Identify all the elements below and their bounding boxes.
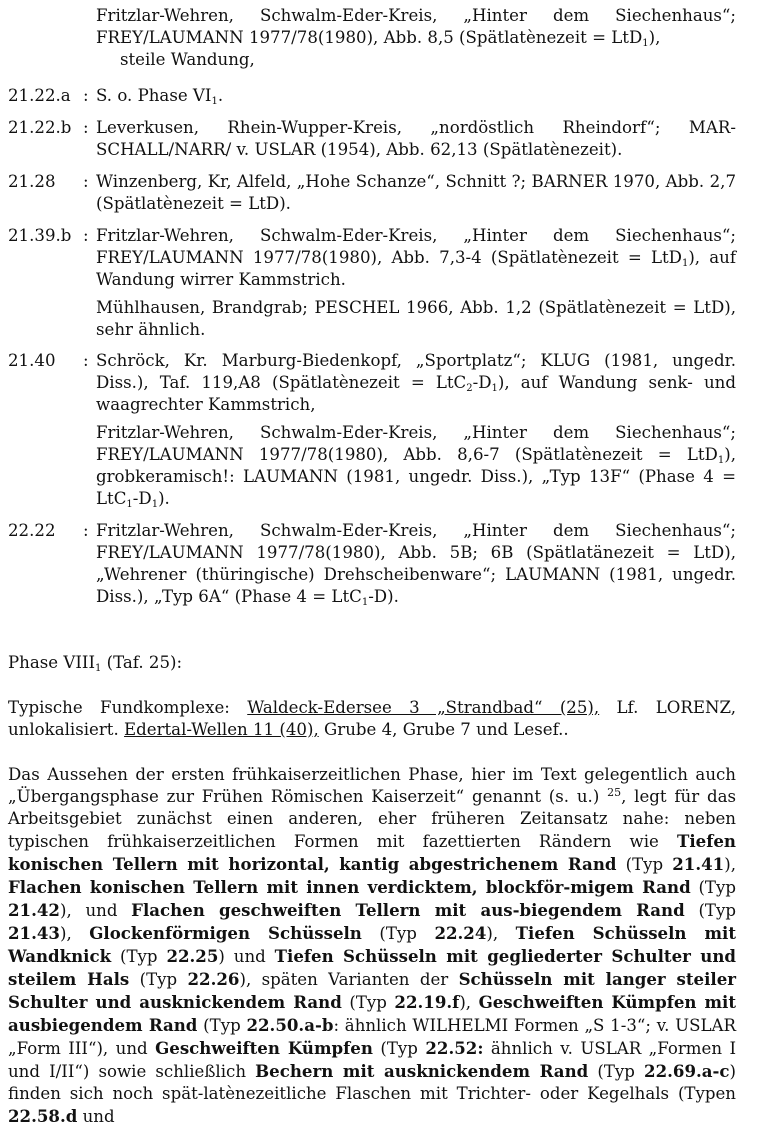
type-term: Tiefen Schüsseln mit gegliederter Schulter und steilem Hals	[8, 946, 736, 989]
type-term: Schüsseln mit langer steiler Schulter und ausknickendem Rand	[8, 969, 737, 1012]
body-text-run: (Typ	[197, 1016, 247, 1035]
entry-text: Winzenberg, Kr, Alfeld, „Hohe Schanze“, Schnitt ?; BARNER 1970, Abb. 2,7 (Spätlatènezeit = LtD).	[96, 172, 736, 213]
type-term: Tiefen konischen Tellern mit horizontal, kantig abgestrichenem Rand	[8, 831, 736, 874]
entry-number: 21.22.a	[8, 86, 71, 105]
body-text-run: ),	[459, 993, 479, 1012]
type-term: 22.69.a-c	[644, 1061, 730, 1081]
catalog-entry	[0, 350, 736, 510]
type-term: Flachen konischen Tellern mit innen verdicktem, blockför-migem Rand	[8, 877, 691, 897]
body-text-run: (Typ	[129, 970, 188, 989]
body-text-run: ) finden sich noch spät-latènezeitliche Flaschen mit Trichter- oder Kegelhals (Typen	[8, 1062, 736, 1103]
body-text-run: : ähnlich WILHELMI Formen „S 1-3“; v. USLAR „Form III“), und	[8, 1016, 737, 1058]
type-term: 21.42	[8, 900, 60, 920]
body-text-run: (Typ	[361, 924, 435, 943]
body-text-run: ), und	[59, 901, 132, 920]
body-text-run: (Typ	[372, 1039, 426, 1058]
catalog-entry	[0, 171, 736, 215]
type-term: Glockenförmigen Schüsseln	[89, 923, 362, 943]
catalog-entry	[0, 520, 736, 608]
body-text-run: (Typ	[684, 901, 736, 920]
footnote-ref: 25	[607, 786, 622, 799]
entry-number: 21.22.b	[8, 118, 72, 137]
body-text-run: (Typ	[616, 855, 673, 874]
body-text-run: ),	[59, 924, 90, 943]
entry-colon: :	[83, 86, 89, 105]
body-paragraph	[8, 764, 736, 1128]
body-text-run: (Typ	[341, 993, 395, 1012]
entry-colon: :	[83, 521, 89, 540]
catalog-entry	[0, 5, 736, 71]
entry-extra-text: Fritzlar-Wehren, Schwalm-Eder-Kreis, „Hinter dem Siechenhaus“; FREY/LAUMANN 1977/78(1980), Abb. 8,6-7 (Spätlatènezeit = LtD$_1$), grobkeramisch!: LAUMANN (1981, ungedr. Diss.), „Typ 13F“ (Phase $4 = LtC_1-D_1$).	[96, 423, 736, 510]
entry-text: S. o. Phase $VI_1$.	[96, 86, 224, 107]
type-term: 22.19.f	[394, 992, 460, 1012]
catalog-entry	[0, 85, 736, 107]
body-text-run: ähnlich v. USLAR „Formen I und I/II“) sowie schließlich	[8, 1039, 737, 1081]
type-term: Flachen geschweiften Tellern mit aus-biegendem Rand	[131, 900, 685, 920]
type-term: 21.41	[672, 854, 725, 874]
fundkomplexe-paragraph: Typische Fundkomplexe: Waldeck-Edersee 3 „Strandbad“ (25), Lf. LORENZ, unlokalisiert. Edertal-Wellen 11 (40), Grube 4, Grube 7 und Lesef..	[8, 698, 737, 739]
catalog-entry	[0, 225, 736, 341]
entry-colon: :	[83, 226, 89, 245]
entry-text: Fritzlar-Wehren, Schwalm-Eder-Kreis, „Hinter dem Siechenhaus“; FREY/LAUMANN 1977/78(1980), Abb. 8,5 (Spätlatènezeit = LtD$_1$),	[96, 6, 736, 49]
site-reference-strandbad: Waldeck-Edersee 3 „Strandbad“ (25),	[247, 698, 600, 717]
body-text-run: ),	[486, 924, 516, 943]
body-text-run: und	[77, 1107, 115, 1126]
catalog-entry	[0, 117, 736, 161]
body-text-run: ),	[724, 855, 736, 874]
body-text-run: (Typ	[588, 1062, 645, 1081]
entry-extra-text: Mühlhausen, Brandgrab; PESCHEL 1966, Abb. 1,2 (Spätlatènezeit = LtD), sehr ähnlich.	[96, 298, 736, 339]
phase-heading: Phase $VIII_1$ (Taf. 25):	[8, 653, 183, 674]
entry-text: Fritzlar-Wehren, Schwalm-Eder-Kreis, „Hinter dem Siechenhaus“; FREY/LAUMANN 1977/78(1980), Abb. 7,3-4 (Spätlatènezeit = LtD$_1$), auf Wandung wirrer Kammstrich.	[96, 226, 736, 289]
site-reference-wellen: Edertal-Wellen 11 (40),	[124, 720, 319, 739]
type-term: 22.25	[166, 946, 219, 966]
type-term: 22.50.a-b	[246, 1015, 334, 1035]
type-term: 21.43	[8, 923, 60, 943]
type-term: 22.26	[187, 969, 240, 989]
entry-number: 21.40	[8, 351, 56, 370]
body-text-run: (Typ	[690, 878, 736, 897]
type-term: 22.24	[434, 923, 487, 943]
body-text-run: ), späten Varianten der	[239, 970, 459, 989]
type-term: Bechern mit ausknickendem Rand	[255, 1061, 589, 1081]
entry-text: Fritzlar-Wehren, Schwalm-Eder-Kreis, „Hinter dem Siechenhaus“; FREY/LAUMANN 1977/78(1980), Abb. 5B; 6B (Spätlatänezeit = LtD), „Wehrener (thüringische) Drehscheibenware“; LAUMANN (1981, ungedr. Diss.), „Typ 6A“ (Phase 4 = LtC$_1$-D).	[96, 521, 736, 608]
body-text-run: , legt für das Arbeitsgebiet zunächst einen anderen, eher früheren Zeitansatz nahe: neben typischen frühkaiserzeitlichen Formen mit fazettierten Rändern wie	[8, 787, 736, 851]
entry-number: 22.22	[8, 521, 56, 540]
entry-text: Schröck, Kr. Marburg-Biedenkopf, „Sportplatz“; KLUG (1981, ungedr. Diss.), Taf. 119,A8 (Spätlatènezeit = $LtC_2-D_1$), auf Wandung senk- und waagrechter Kammstrich,	[96, 351, 736, 414]
type-term: Tiefen Schüsseln mit Wandknick	[8, 923, 737, 966]
entry-colon: :	[83, 118, 89, 137]
type-term: Geschweiften Kümpfen mit ausbiegendem Rand	[8, 992, 736, 1035]
type-term: 22.58.d	[8, 1106, 78, 1126]
type-term: Geschweiften Kümpfen	[155, 1038, 373, 1058]
entry-colon: :	[83, 351, 89, 370]
entry-colon: :	[83, 172, 89, 191]
entry-text-hang: steile Wandung,	[120, 50, 255, 69]
entry-text: Leverkusen, Rhein-Wupper-Kreis, „nordöstlich Rheindorf“; MAR-SCHALL/NARR/ v. USLAR (1954), Abb. 62,13 (Spätlatènezeit).	[96, 118, 736, 159]
entry-number: 21.28	[8, 172, 56, 191]
entry-number: 21.39.b	[8, 226, 72, 245]
body-text-run: (Typ	[111, 947, 167, 966]
body-text-run: ) und	[218, 947, 275, 966]
type-term: 22.52:	[425, 1038, 484, 1058]
body-text-run: Das Aussehen der ersten frühkaiserzeitlichen Phase, hier im Text gelegentlich auch „Übergangsphase zur Frühen Römischen Kaiserzeit“ genannt (s. u.)	[8, 765, 736, 806]
